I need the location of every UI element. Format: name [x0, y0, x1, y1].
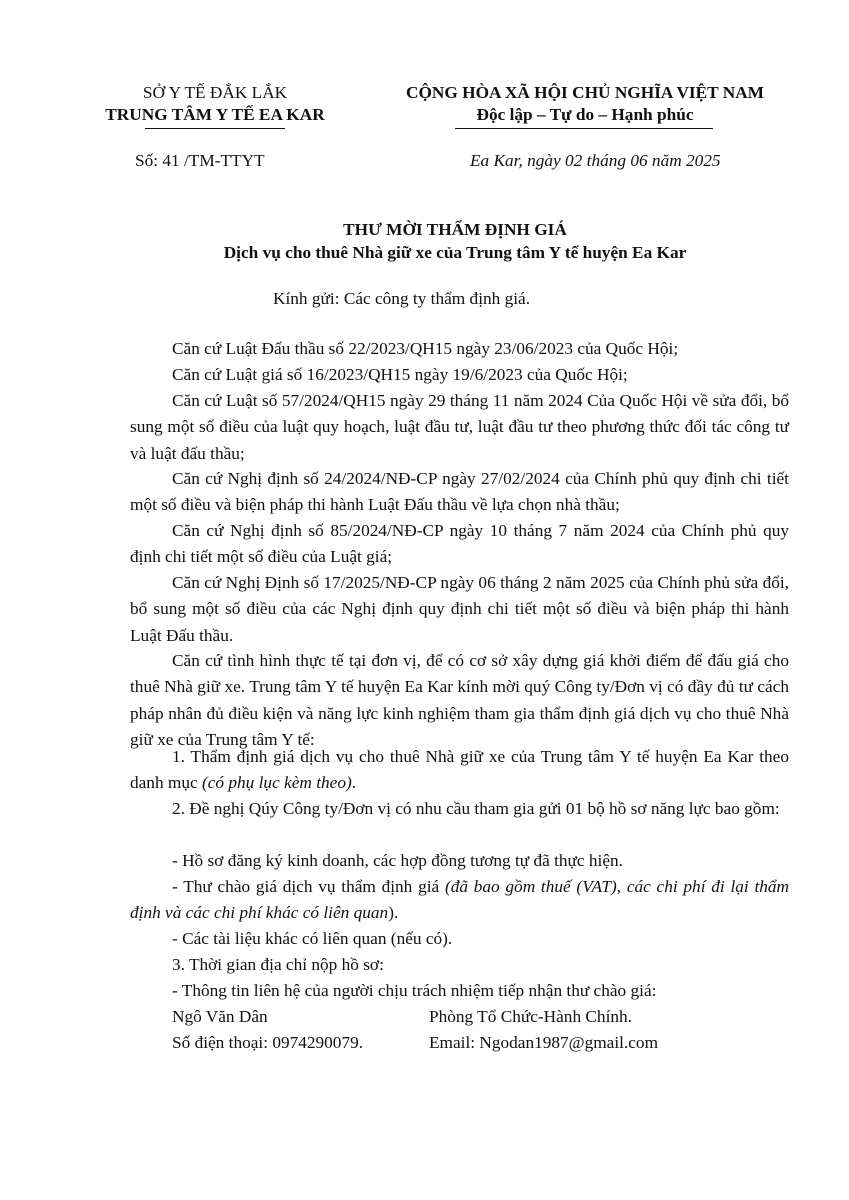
- intro-paragraph: [130, 648, 789, 753]
- item-1: [130, 744, 789, 797]
- basis-5-text: Căn cứ Nghị định số 85/2024/NĐ-CP ngày 10 tháng 7 năm 2024 của Chính phủ quy định chi tiết một số điều của Luật giá;: [130, 521, 789, 567]
- item-3-text: 3. Thời gian địa chỉ nộp hồ sơ:: [172, 955, 384, 974]
- bullet-1-text: - Hồ sơ đăng ký kinh doanh, các hợp đồng tương tự đã thực hiện.: [172, 851, 623, 870]
- basis-paragraph-3: [130, 388, 789, 467]
- agency-parent: SỞ Y TẾ ĐẮK LẮK: [142, 83, 288, 102]
- basis-2-text: Căn cứ Luật giá số 16/2023/QH15 ngày 19/6/2023 của Quốc Hội;: [172, 365, 628, 384]
- national-title: CỘNG HÒA XÃ HỘI CHỦ NGHĨA VIỆT NAM: [406, 83, 764, 102]
- bullet-3-text: - Các tài liệu khác có liên quan (nếu có).: [172, 929, 453, 948]
- bullet-2-italic: (đã bao gồm thuế (VAT), các chi phí đi lại thẩm định và các chi phí khác có liên quan: [130, 877, 790, 923]
- contact-email: Email: Ngodan1987@gmail.com: [429, 1033, 659, 1052]
- item-3: [130, 952, 789, 978]
- bullet-2-end: ).: [388, 903, 399, 923]
- agency-underline: [145, 128, 285, 129]
- basis-paragraph-2: [130, 362, 789, 388]
- document-title: THƯ MỜI THẨM ĐỊNH GIÁ: [343, 220, 567, 239]
- agency-name: TRUNG TÂM Y TẾ EA KAR: [105, 105, 325, 124]
- contact-department: Phòng Tổ Chức-Hành Chính.: [429, 1007, 632, 1026]
- basis-1-text: Căn cứ Luật Đấu thầu số 22/2023/QH15 ngày 23/06/2023 của Quốc Hội;: [172, 339, 679, 358]
- contact-intro-text: - Thông tin liên hệ của người chịu trách nhiệm tiếp nhận thư chào giá:: [172, 981, 657, 1000]
- contact-intro: [130, 978, 789, 1004]
- document-number: Số: 41 /TM-TTYT: [135, 151, 265, 170]
- item-1-italic: (có phụ lục kèm theo): [202, 773, 352, 793]
- item-2-text: 2. Đề nghị Qúy Công ty/Đơn vị có nhu cầu tham gia gửi 01 bộ hồ sơ năng lực bao gồm:: [172, 799, 780, 818]
- item-2: [130, 796, 789, 822]
- item-1-end: .: [351, 773, 357, 793]
- recipient-line: Kính gửi: Các công ty thẩm định giá.: [273, 289, 531, 308]
- national-motto: Độc lập – Tự do – Hạnh phúc: [476, 105, 694, 124]
- basis-paragraph-1: [130, 336, 789, 362]
- document-subtitle: Dịch vụ cho thuê Nhà giữ xe của Trung tâm Y tế huyện Ea Kar: [223, 243, 687, 262]
- place-date: Ea Kar, ngày 02 tháng 06 năm 2025: [470, 151, 721, 170]
- motto-underline: [455, 128, 713, 129]
- basis-paragraph-5: [130, 518, 789, 571]
- bullet-2-text: - Thư chào giá dịch vụ thẩm định giá: [172, 877, 445, 896]
- intro-text: Căn cứ tình hình thực tế tại đơn vị, để có cơ sở xây dựng giá khởi điểm để đấu giá cho thuê Nhà giữ xe. Trung tâm Y tế huyện Ea Kar kính mời quý Công ty/Đơn vị có đầy đủ tư cách pháp nhân đủ điều kiện và năng lực kinh nghiệm tham gia thẩm định giá dịch vụ cho thuê Nhà giữ xe của Trung tâm Y tế:: [130, 651, 789, 749]
- bullet-1: [130, 848, 789, 874]
- basis-3-text: Căn cứ Luật số 57/2024/QH15 ngày 29 tháng 11 năm 2024 Của Quốc Hội về sửa đổi, bổ sung một số điều của luật quy hoạch, luật đầu tư, luật đầu tư theo phương thức đối tác công tư và luật đấu thầu;: [130, 391, 789, 463]
- basis-6-text: Căn cứ Nghị Định số 17/2025/NĐ-CP ngày 06 tháng 2 năm 2025 của Chính phủ sửa đổi, bổ sung một số điều của các Nghị định quy định chi tiết một số điều và biện pháp thi hành Luật Đấu thầu.: [130, 573, 789, 645]
- basis-paragraph-4: [130, 466, 789, 519]
- basis-paragraph-6: [130, 570, 789, 649]
- contact-phone: Số điện thoại: 0974290079.: [172, 1033, 364, 1052]
- basis-4-text: Căn cứ Nghị định số 24/2024/NĐ-CP ngày 27/02/2024 của Chính phủ quy định chi tiết một số điều và biện pháp thi hành Luật Đấu thầu về lựa chọn nhà thầu;: [130, 469, 789, 515]
- contact-name: Ngô Văn Dân: [172, 1007, 268, 1026]
- item-1-text: 1. Thẩm định giá dịch vụ cho thuê Nhà giữ xe của Trung tâm Y tế huyện Ea Kar theo danh mục: [130, 747, 789, 793]
- bullet-2: [130, 874, 789, 927]
- bullet-3: [130, 926, 789, 952]
